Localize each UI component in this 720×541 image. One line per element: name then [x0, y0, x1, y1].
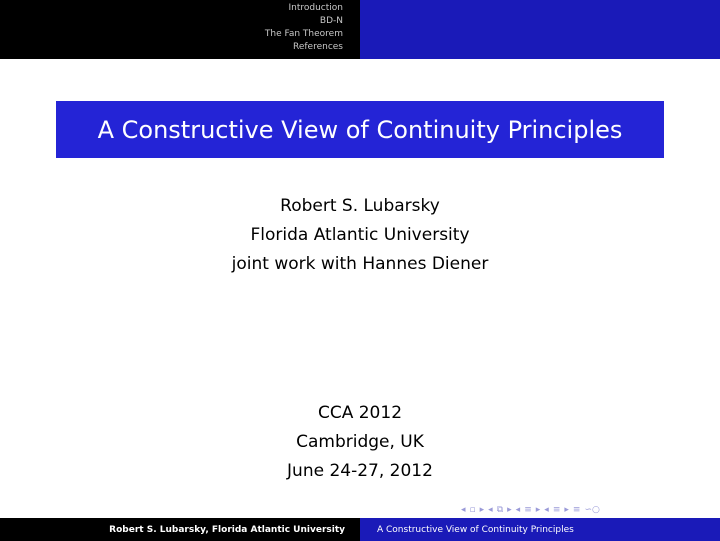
nav-item-references[interactable]: References [292, 42, 343, 52]
section-icon[interactable]: ≡ [524, 505, 532, 515]
part-icon[interactable]: ≡ [552, 505, 561, 515]
footer-bar [0, 518, 720, 541]
nav-item-bd-n[interactable]: BD-N [319, 16, 343, 26]
conference-location: Cambridge, UK [296, 432, 424, 452]
prev-part-icon[interactable]: ◂ [544, 505, 549, 515]
next-subsection-icon[interactable]: ▸ [507, 505, 512, 515]
conference-block [0, 399, 720, 486]
footer-author: Robert S. Lubarsky, Florida Atlantic University [109, 524, 345, 535]
next-part-icon[interactable]: ▸ [564, 505, 569, 515]
nav-item-fan-theorem[interactable]: The Fan Theorem [264, 29, 343, 39]
conference-date: June 24-27, 2012 [287, 461, 433, 481]
frame-icon[interactable]: ▫ [469, 505, 476, 515]
prev-section-icon[interactable]: ◂ [515, 505, 521, 515]
conference-name: CCA 2012 [317, 403, 403, 423]
coauthor-line: joint work with Hannes Diener [231, 254, 489, 274]
next-frame-icon[interactable]: ▸ [479, 505, 485, 515]
align-icon[interactable]: ≡ [572, 505, 581, 515]
author-name: Robert S. Lubarsky [280, 196, 440, 216]
search-zoom-icon[interactable]: ∽○ [584, 505, 600, 515]
prev-subsection-icon[interactable]: ◂ [488, 505, 493, 515]
nav-item-introduction[interactable]: Introduction [288, 3, 343, 13]
beamer-navigation [460, 503, 601, 517]
slide-title: A Constructive View of Continuity Principles [56, 101, 664, 158]
header-bar [0, 0, 720, 59]
next-section-icon[interactable]: ▸ [535, 505, 541, 515]
author-block [0, 192, 720, 279]
footer-title: A Constructive View of Continuity Principles [360, 518, 720, 541]
header-right-panel [360, 0, 720, 59]
prev-frame-icon[interactable]: ◂ [461, 505, 466, 515]
subsection-icon[interactable]: ⧉ [496, 505, 504, 515]
author-institution: Florida Atlantic University [250, 225, 470, 245]
section-nav [0, 2, 343, 54]
